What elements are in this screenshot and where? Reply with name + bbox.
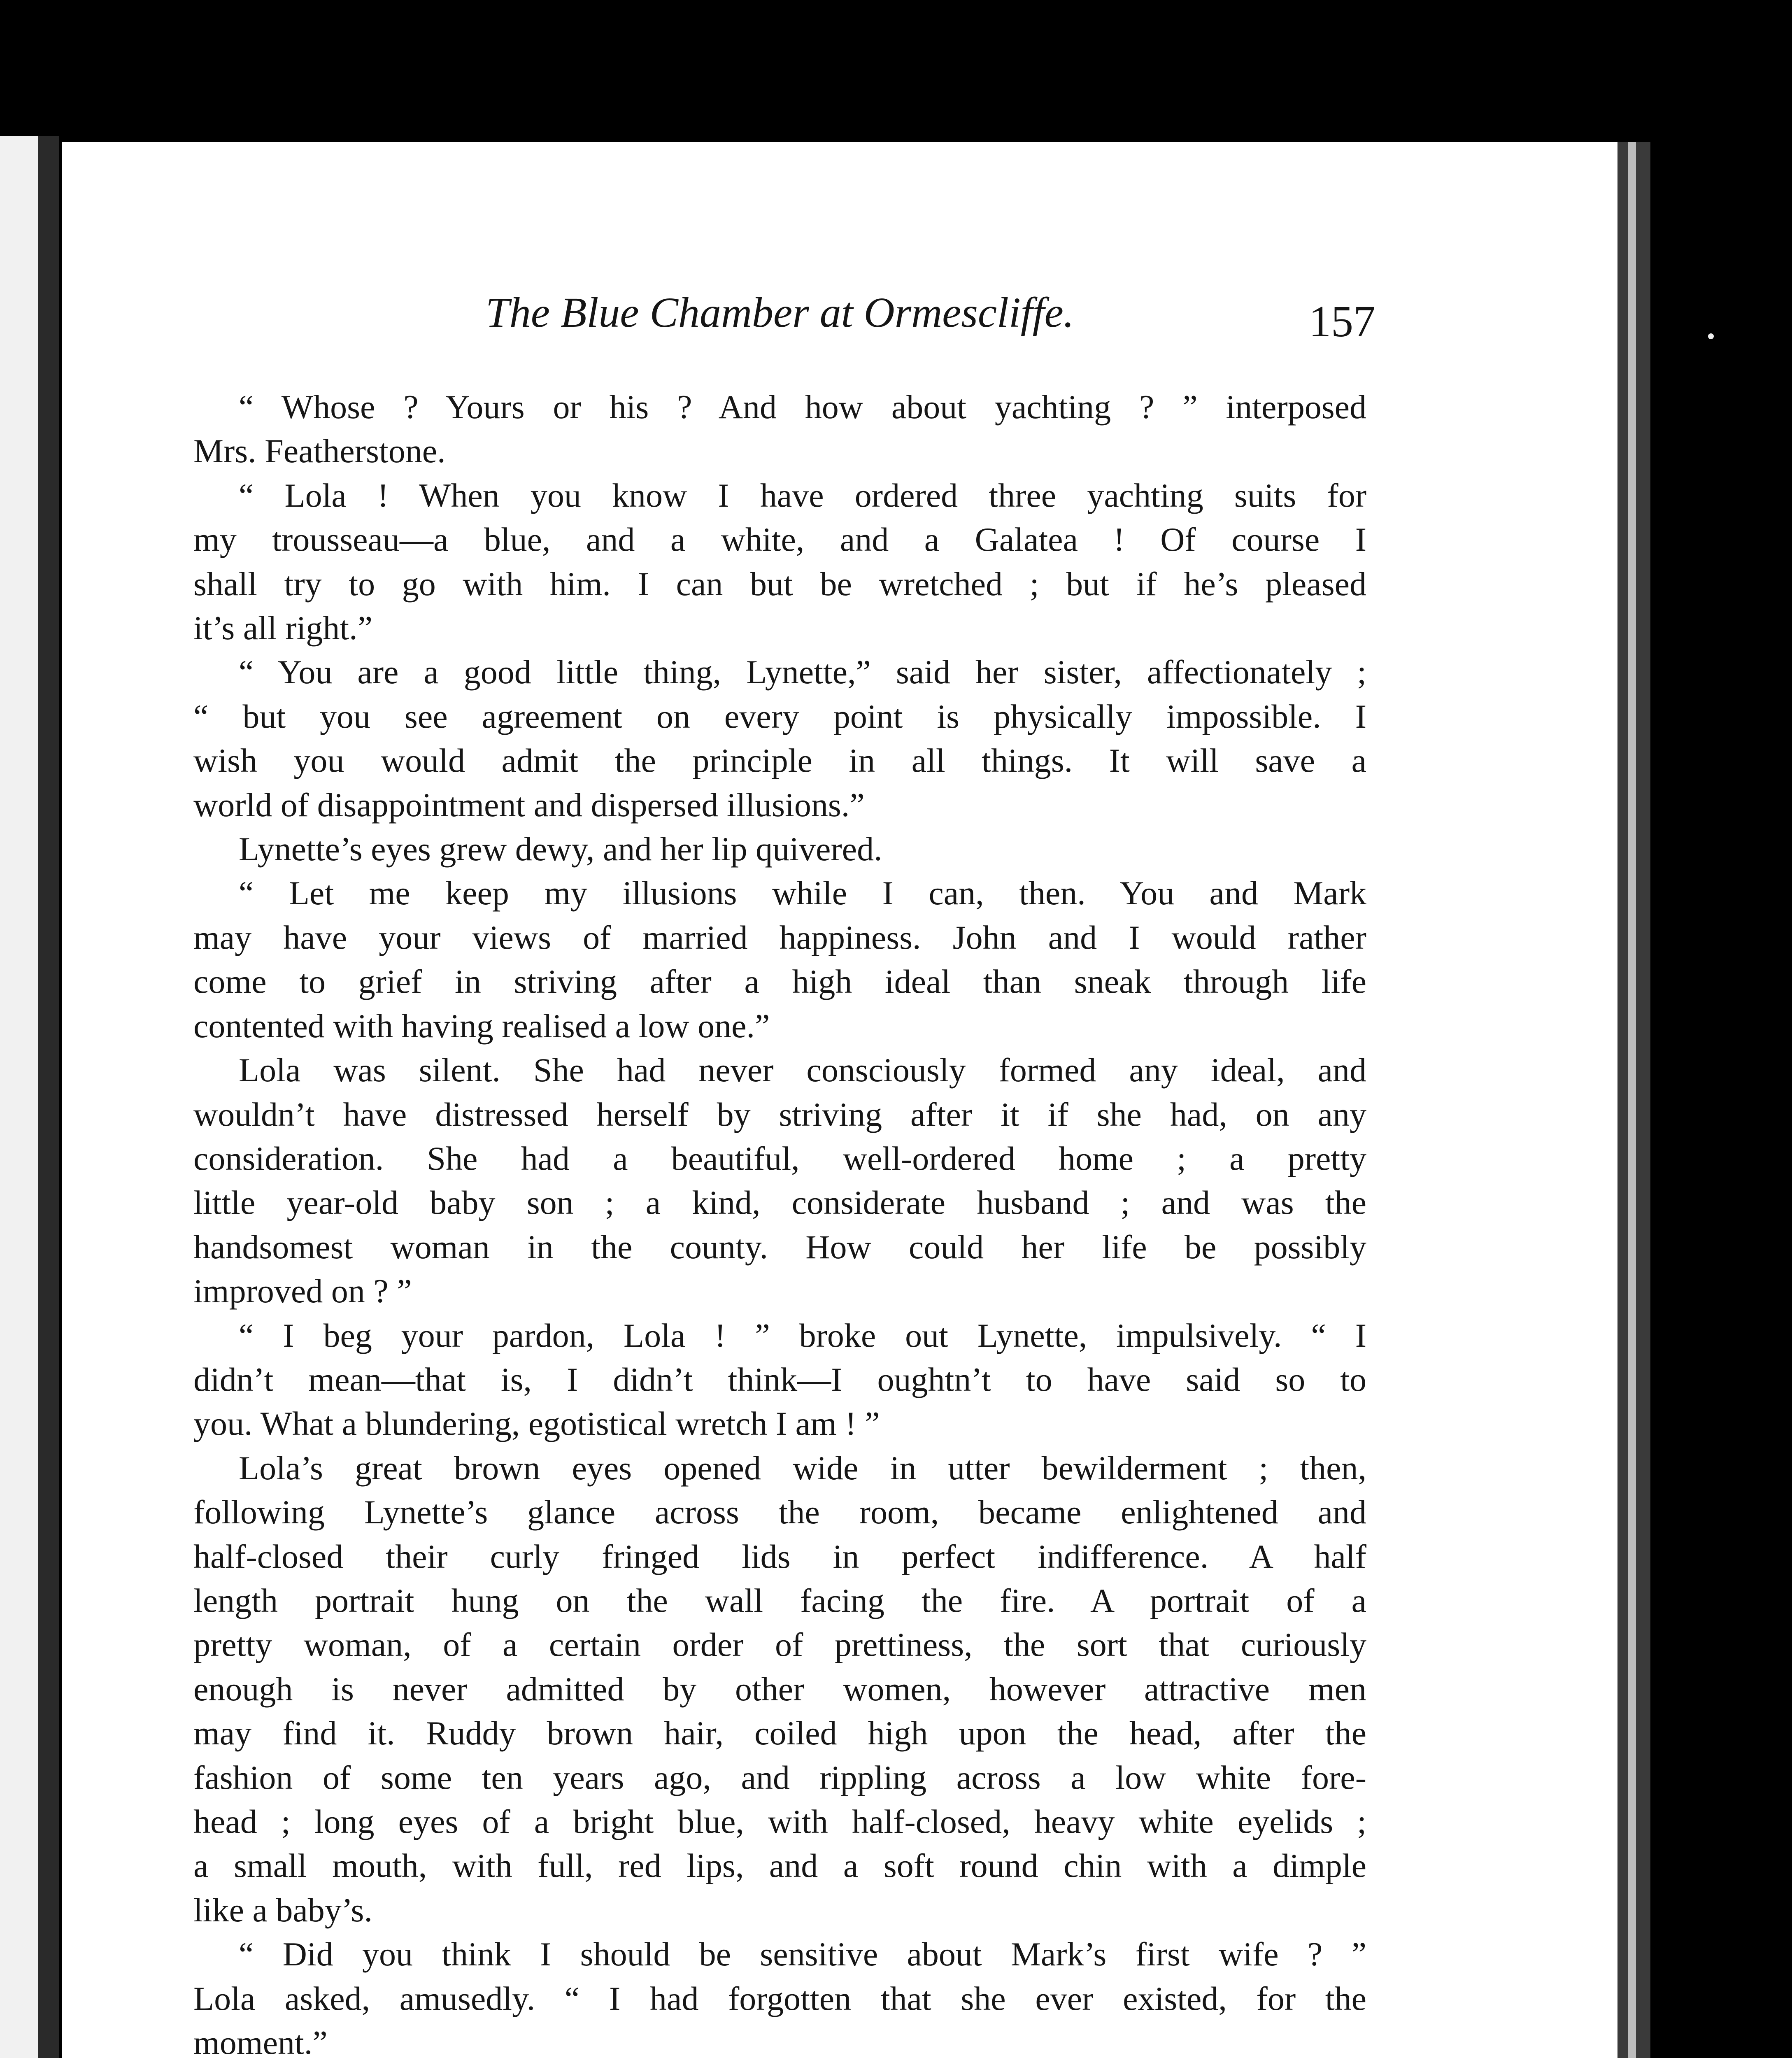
text-line: “ Did you think I should be sensitive about Mark’s first wife ? ” bbox=[239, 1935, 1366, 1973]
text-line: improved on ? ” bbox=[193, 1272, 412, 1310]
text-line: like a baby’s. bbox=[193, 1891, 372, 1929]
text-line: “ You are a good little thing, Lynette,” said her sister, affectionately ; bbox=[239, 653, 1366, 691]
text-line: “ I beg your pardon, Lola ! ” broke out Lynette, impulsively. “ I bbox=[239, 1316, 1366, 1354]
text-line: “ but you see agreement on every point is physically impossible. I bbox=[193, 697, 1366, 735]
text-line: you. What a blundering, egotistical wretch I am ! ” bbox=[193, 1405, 880, 1443]
text-line: moment.” bbox=[193, 2024, 328, 2058]
text-line: pretty woman, of a certain order of prettiness, the sort that curiously bbox=[193, 1626, 1366, 1664]
text-line: wouldn’t have distressed herself by striving after it if she had, on any bbox=[193, 1095, 1366, 1133]
running-head: The Blue Chamber at Ormescliffe. bbox=[486, 289, 1074, 336]
scan-speck bbox=[1708, 333, 1714, 339]
text-line: “ Whose ? Yours or his ? And how about yachting ? ” interposed bbox=[239, 388, 1366, 426]
text-line: “ Let me keep my illusions while I can, then. You and Mark bbox=[239, 874, 1366, 912]
text-line: head ; long eyes of a bright blue, with half-closed, heavy white eyelids ; bbox=[193, 1803, 1366, 1840]
book-gutter-shadow bbox=[38, 136, 59, 2058]
text-line: Mrs. Featherstone. bbox=[193, 432, 446, 470]
text-line: little year-old baby son ; a kind, considerate husband ; and was the bbox=[193, 1184, 1366, 1222]
text-line: Lola was silent. She had never consciously formed any ideal, and bbox=[239, 1051, 1366, 1089]
body-text bbox=[193, 385, 1366, 2058]
page-right-edge-highlight bbox=[1628, 142, 1636, 2058]
text-line: Lola asked, amusedly. “ I had forgotten that she ever existed, for the bbox=[193, 1979, 1366, 2017]
text-line: “ Lola ! When you know I have ordered three yachting suits for bbox=[239, 476, 1366, 514]
text-line: may find it. Ruddy brown hair, coiled high upon the head, after the bbox=[193, 1714, 1366, 1752]
text-line: wish you would admit the principle in all things. It will save a bbox=[193, 742, 1366, 780]
text-line: shall try to go with him. I can but be wretched ; but if he’s pleased bbox=[193, 565, 1366, 603]
text-line: enough is never admitted by other women, however attractive men bbox=[193, 1670, 1366, 1708]
text-line: fashion of some ten years ago, and rippling across a low white fore- bbox=[193, 1758, 1366, 1796]
page-number: 157 bbox=[1309, 297, 1375, 346]
text-line: contented with having realised a low one.” bbox=[193, 1007, 770, 1045]
text-line: my trousseau—a blue, and a white, and a Galatea ! Of course I bbox=[193, 521, 1366, 559]
text-line: following Lynette’s glance across the room, became enlightened and bbox=[193, 1493, 1366, 1531]
text-line: Lynette’s eyes grew dewy, and her lip quivered. bbox=[239, 830, 882, 868]
text-line: it’s all right.” bbox=[193, 609, 372, 647]
text-line: Lola’s great brown eyes opened wide in utter bewilderment ; then, bbox=[239, 1449, 1366, 1487]
text-line: world of disappointment and dispersed illusions.” bbox=[193, 786, 865, 824]
text-line: half-closed their curly fringed lids in perfect indifference. A half bbox=[193, 1537, 1366, 1575]
text-line: come to grief in striving after a high ideal than sneak through life bbox=[193, 963, 1366, 1001]
text-line: handsomest woman in the county. How could her life be possibly bbox=[193, 1228, 1366, 1266]
text-line: a small mouth, with full, red lips, and a soft round chin with a dimple bbox=[193, 1847, 1366, 1885]
text-line: consideration. She had a beautiful, well-ordered home ; a pretty bbox=[193, 1139, 1366, 1177]
text-line: didn’t mean—that is, I didn’t think—I oughtn’t to have said so to bbox=[193, 1360, 1366, 1398]
text-line: may have your views of married happiness. John and I would rather bbox=[193, 918, 1366, 956]
text-line: length portrait hung on the wall facing the fire. A portrait of a bbox=[193, 1581, 1366, 1619]
